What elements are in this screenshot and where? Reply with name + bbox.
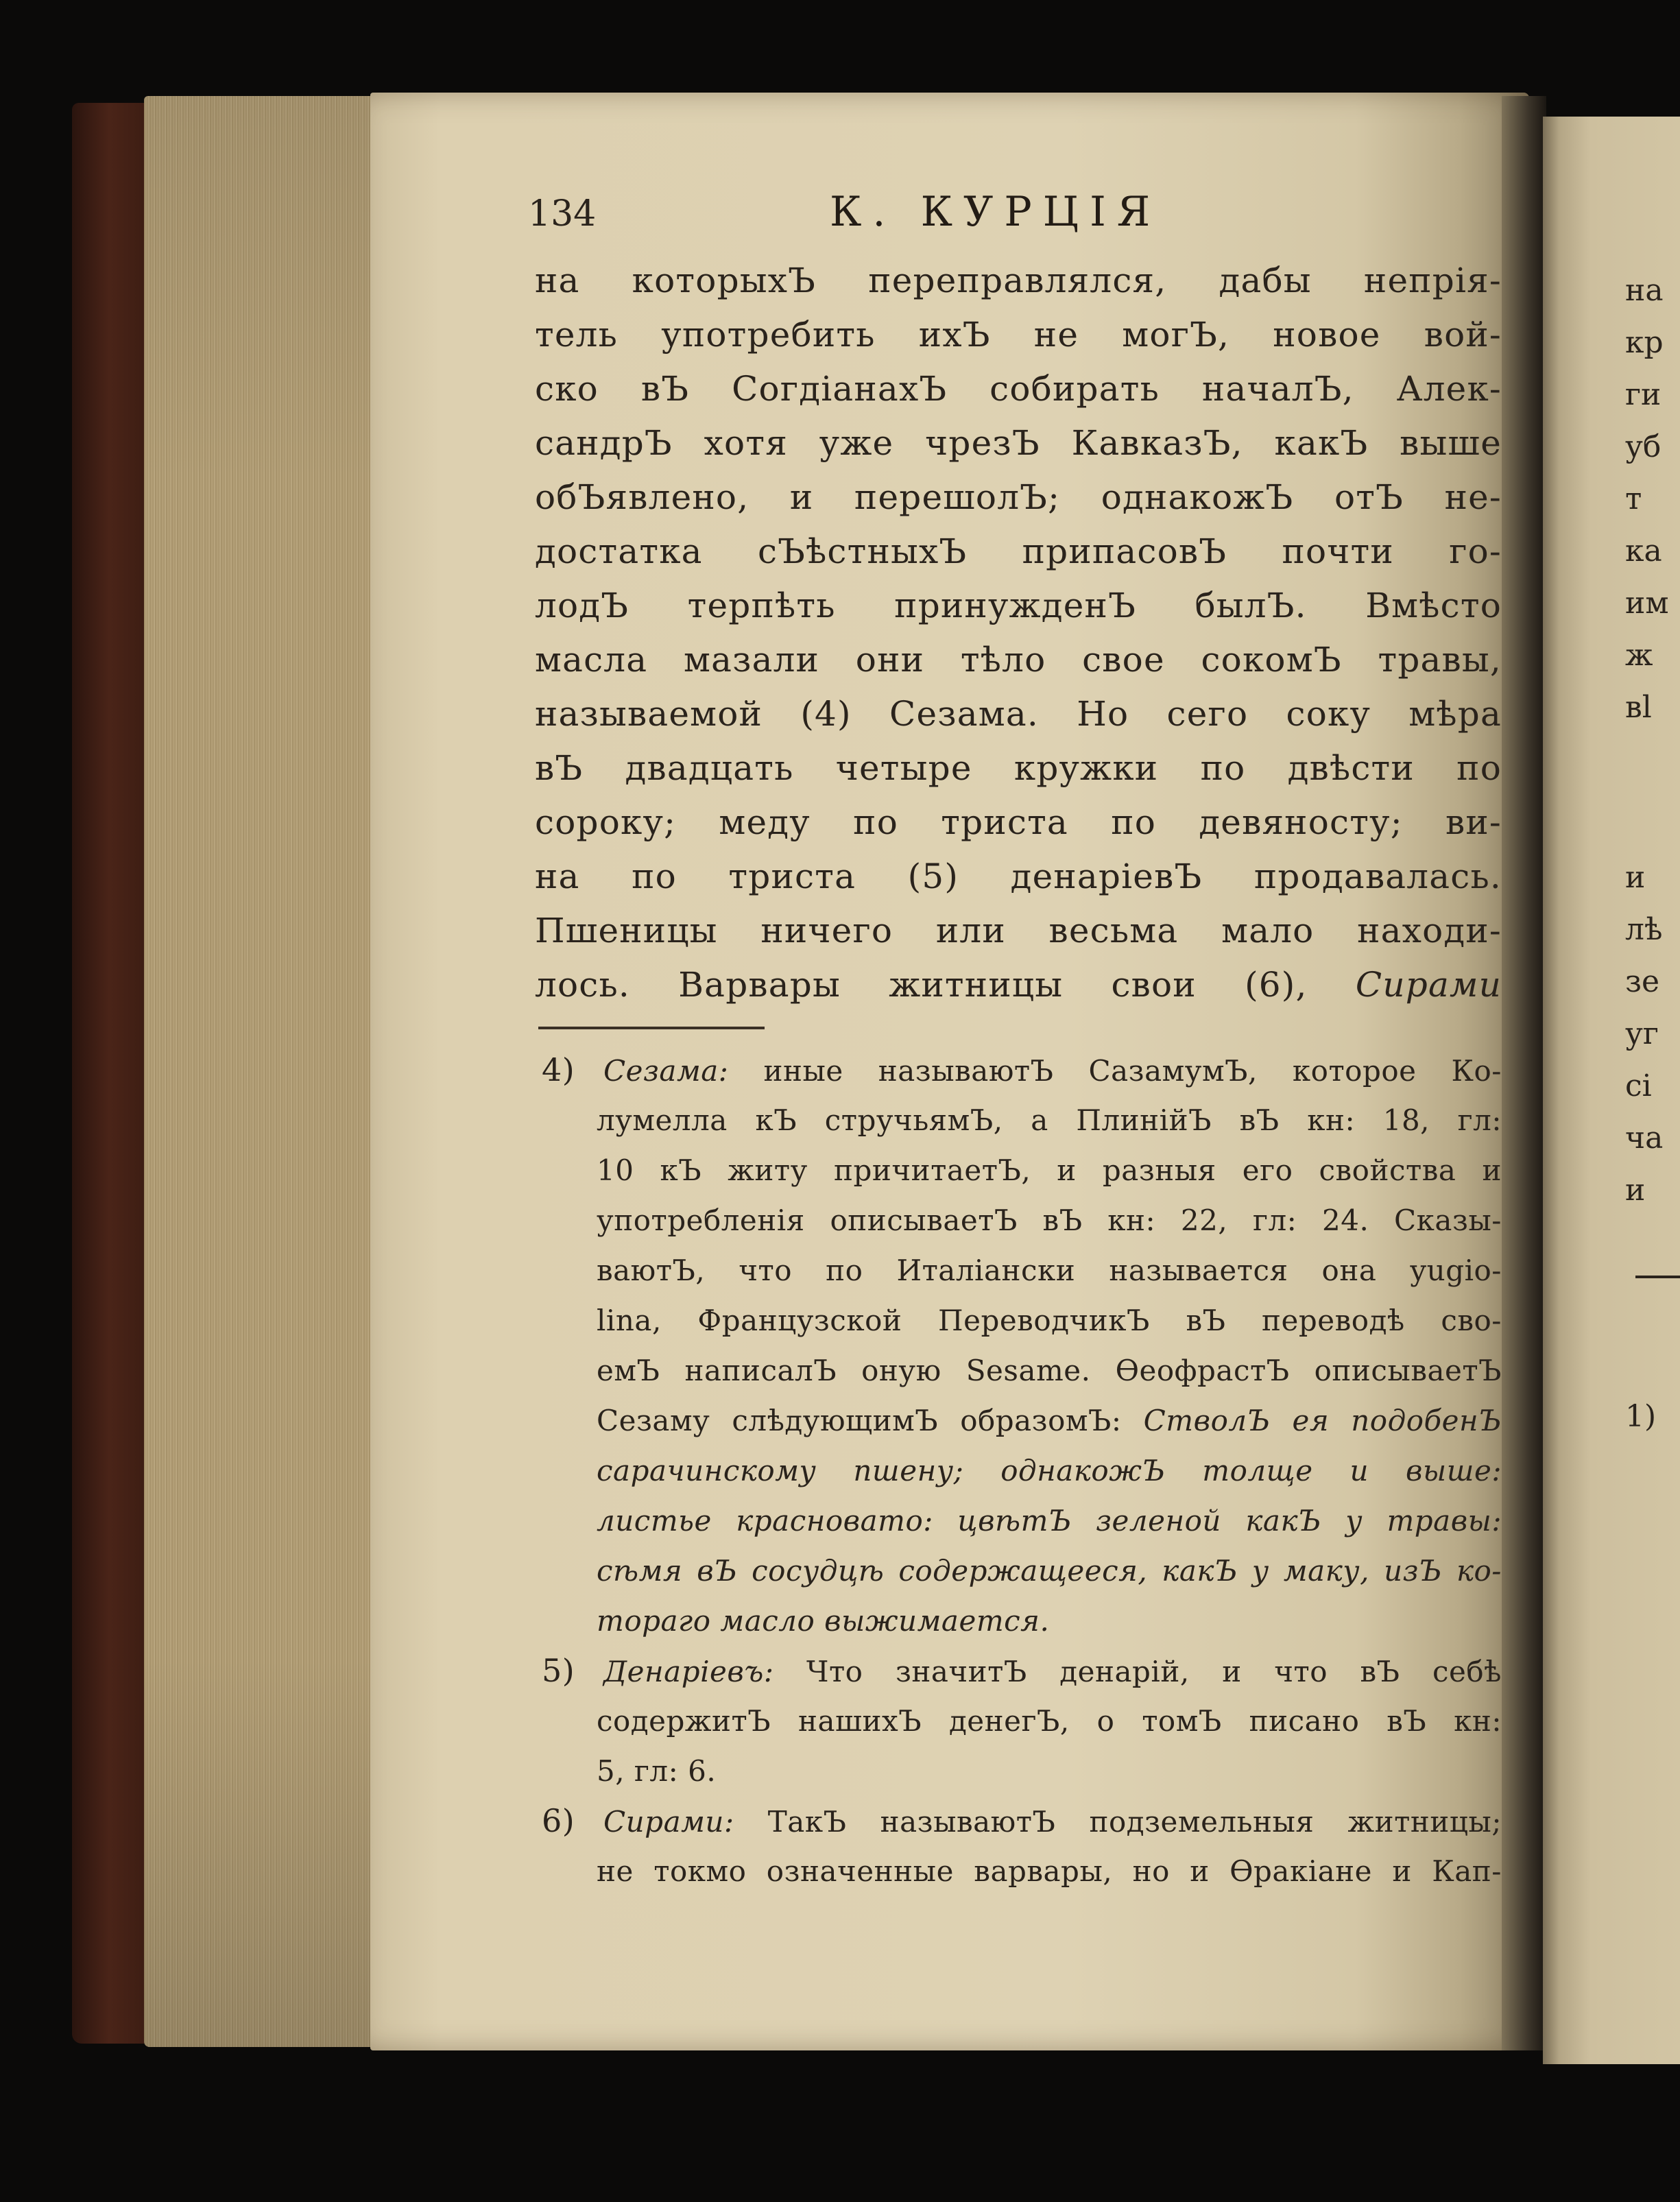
body-line: масла мазали они тѣло свое сокомЪ травы,	[535, 640, 1502, 680]
footnote-lead: Сирами:	[603, 1805, 734, 1839]
body-italic-word: Сирами	[1355, 965, 1502, 1005]
footnote-4-line: тораго масло выжимается.	[597, 1604, 1050, 1638]
footnote-italic: однакожЪ толще и выше:	[1000, 1454, 1502, 1487]
footnote-4-line: употребленія описываетЪ вЪ кн: 22, гл: 24. Сказы-	[597, 1204, 1502, 1237]
facing-page-fragment: им	[1625, 586, 1669, 621]
footnote-italic: СтволЪ ея подобенЪ	[1143, 1404, 1502, 1437]
facing-page-fragment: ча	[1625, 1121, 1664, 1156]
body-line: вЪ двадцать четыре кружки по двѣсти по	[535, 748, 1502, 788]
body-line: сандрЪ хотя уже чрезЪ КавказЪ, какЪ выше	[535, 423, 1502, 463]
facing-page-fragment: на	[1625, 273, 1664, 308]
footnote-4-line: 10 кЪ житу причитаетЪ, и разныя его свойства и	[597, 1153, 1502, 1187]
body-line: тель употребить ихЪ не могЪ, новое вой-	[535, 315, 1502, 355]
body-line: достатка сЪѣстныхЪ припасовЪ почти го-	[535, 531, 1502, 571]
footnote-rule	[538, 1027, 765, 1029]
footnote-5-line: содержитЪ нашихЪ денегЪ, о томЪ писано вЪ кн:	[597, 1704, 1502, 1738]
footnote-text: ТакЪ называютЪ подземельныя житницы;	[767, 1805, 1502, 1839]
facing-page-fragment: т	[1625, 481, 1642, 516]
footnote-4-line	[535, 1396, 1502, 1446]
book-cover-edge	[72, 103, 154, 2044]
footnote-4-line: lina, Французской ПереводчикЪ вЪ переводѣ сво-	[597, 1304, 1502, 1337]
footnote-lead: Денаріевъ:	[603, 1655, 774, 1688]
footnote-4-line: сѣмя вЪ сосудцѣ содержащееся, какЪ у маку, изЪ ко-	[597, 1554, 1502, 1588]
body-line-text: лось. Варвары житницы свои (6),	[535, 965, 1308, 1005]
body-line: обЪявлено, и перешолЪ; однакожЪ отЪ не-	[535, 477, 1502, 517]
facing-page-fragment: ги	[1625, 377, 1661, 412]
body-line: сороку; меду по триста по девяносту; ви-	[535, 802, 1502, 842]
body-line: лодЪ терпѣть принужденЪ былЪ. Вмѣсто	[535, 586, 1502, 625]
facing-page-fragment: ка	[1625, 534, 1662, 569]
facing-page-fragment: ж	[1625, 638, 1653, 673]
footnote-4-line: емЪ написалЪ оную Sesame. ѲеофрастЪ описываетЪ	[597, 1354, 1502, 1387]
facing-page-fragment: 1)	[1625, 1399, 1657, 1434]
facing-page-fragment: и	[1625, 860, 1646, 895]
facing-page-fragment: зе	[1625, 964, 1660, 999]
footnote-lead: Сезама:	[603, 1054, 729, 1088]
running-head	[528, 188, 1502, 248]
facing-page-fragment: и	[1625, 1173, 1646, 1208]
footnote-text: Сезаму слѣдующимЪ образомЪ:	[597, 1404, 1122, 1437]
body-line-last	[535, 958, 1502, 1012]
page-edges	[144, 96, 377, 2047]
footnote-text: иные называютЪ СазамумЪ, которое Ко-	[763, 1054, 1502, 1088]
body-line: ско вЪ СогдіанахЪ собирать началЪ, Алек-	[535, 369, 1502, 409]
running-title: К. КУРЦІЯ	[830, 188, 1162, 236]
facing-page-fragment: сі	[1625, 1068, 1652, 1103]
page-number: 134	[528, 193, 597, 235]
footnote-5-line: 5, гл: 6.	[597, 1754, 717, 1788]
footnote-italic: сарачинскому пшену;	[597, 1454, 964, 1487]
footnote-number: 4)	[542, 1051, 575, 1088]
footnotes	[535, 1045, 1502, 1896]
footnote-4-line: лумелла кЪ стручьямЪ, а ПлинійЪ вЪ кн: 18, гл:	[597, 1103, 1502, 1137]
footnote-4-line	[535, 1446, 1502, 1496]
facing-page-fragment: уг	[1625, 1016, 1659, 1051]
book-gutter	[1502, 96, 1546, 2050]
body-line: на по триста (5) денаріевЪ продавалась.	[535, 857, 1502, 896]
footnote-4-line: ваютЪ, что по Италіански называется она yugio-	[597, 1254, 1502, 1287]
footnote-6-line	[535, 1796, 1502, 1846]
footnote-5-line	[535, 1646, 1502, 1696]
footnote-number: 5)	[542, 1652, 575, 1689]
footnote-4-line	[535, 1045, 1502, 1095]
facing-page-fragment: лѣ	[1625, 912, 1663, 947]
facing-page-fragment: уб	[1625, 429, 1661, 464]
facing-page-fragment: кр	[1625, 325, 1664, 360]
body-line: называемой (4) Сезама. Но сего соку мѣра	[535, 694, 1502, 734]
footnote-4-line: листье красновато: цвѣтЪ зеленой какЪ у травы:	[597, 1504, 1502, 1537]
body-text	[535, 254, 1502, 1012]
footnote-text: Что значитЪ денарій, и что вЪ себѣ	[806, 1655, 1502, 1688]
footnote-6-line: не токмо означенные варвары, но и Ѳракіане и Кап-	[597, 1854, 1502, 1888]
footnote-number: 6)	[542, 1802, 575, 1839]
body-line: на которыхЪ переправлялся, дабы непрія-	[535, 261, 1502, 300]
body-line: Пшеницы ничего или весьма мало находи-	[535, 911, 1502, 950]
facing-page-rule	[1635, 1276, 1680, 1278]
facing-page-fragment: вl	[1625, 690, 1652, 725]
